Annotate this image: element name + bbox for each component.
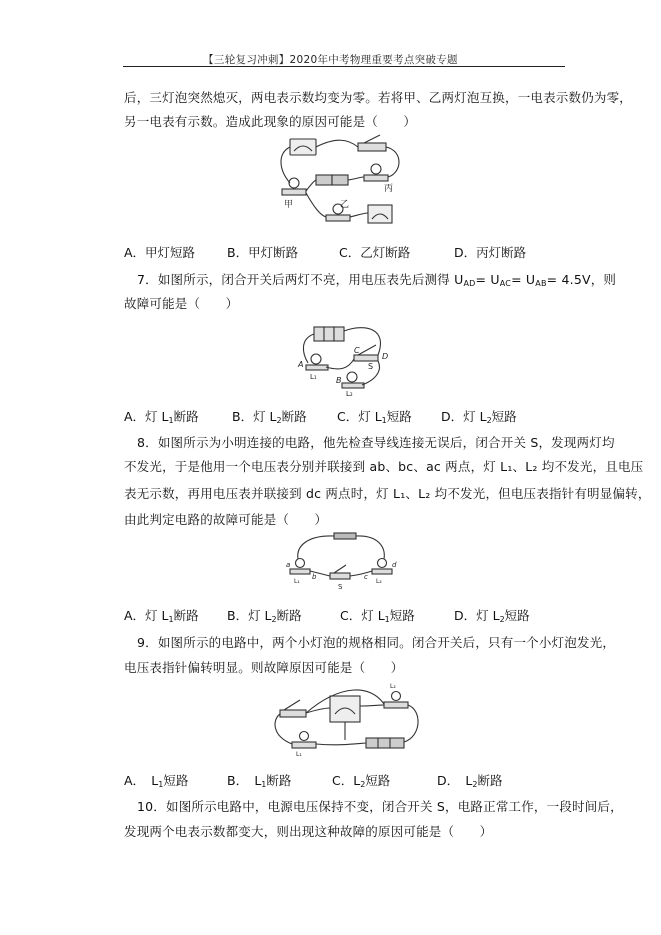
q7-option-d-sub: 2 xyxy=(486,416,492,425)
q10-text-line1: 10．如图所示电路中，电源电压保持不变，闭合开关 S，电路正常工作，一段时间后， xyxy=(137,799,623,814)
q9-circuit-figure xyxy=(270,680,426,756)
q7-option-d-post: 短路 xyxy=(491,409,517,424)
q9-option-a-post: 短路 xyxy=(163,773,189,788)
q8-label-a: a xyxy=(286,561,291,569)
q8-text-line4: 由此判定电路的故障可能是（ ） xyxy=(124,512,328,527)
q8-option-c-post: 短路 xyxy=(389,608,415,623)
q7-sub-ad: AD xyxy=(463,279,476,288)
q9-option-c-sub: 2 xyxy=(360,780,366,789)
q8-label-l2: L₂ xyxy=(376,578,382,585)
q6-option-c[interactable]: C．乙灯断路 xyxy=(339,245,411,260)
q7-option-c-post: 短路 xyxy=(386,409,412,424)
q8-option-d-post: 短路 xyxy=(504,608,530,623)
q8-option-c-pre: C．灯 L xyxy=(340,608,385,623)
q8-option-a-post: 断路 xyxy=(173,608,199,623)
q7-circuit-figure xyxy=(296,319,408,397)
q8-option-b-post: 断路 xyxy=(276,608,302,623)
q8-circuit-figure xyxy=(286,527,398,593)
q8-label-d: d xyxy=(392,561,397,569)
q7-eq2: = U xyxy=(511,272,536,287)
q9-option-a-pre: A． L xyxy=(124,773,159,788)
q7-option-c-pre: C．灯 L xyxy=(337,409,382,424)
q9-option-b-pre: B． L xyxy=(227,773,262,788)
q8-text-line3: 表无示数，再用电压表并联接到 dc 两点时，灯 L₁、L₂ 均不发光，但电压表指针有明显偏转， xyxy=(124,486,651,501)
q7-option-b-post: 断路 xyxy=(281,409,307,424)
q8-label-c: c xyxy=(364,573,368,581)
q9-text-line1: 9．如图所示的电路中，两个小灯泡的规格相同。闭合开关后，只有一个小灯泡发光， xyxy=(137,635,616,650)
q9-option-d-pre: D． L xyxy=(437,773,473,788)
q9-label-l1: L₁ xyxy=(296,751,302,756)
q8-option-d-sub: 2 xyxy=(499,615,505,624)
q6-text-line1: 后，三灯泡突然熄灭，两电表示数均变为零。若将甲、乙两灯泡互换，一电表示数仍为零， xyxy=(124,90,633,105)
q7-text-line1 xyxy=(137,270,616,288)
q8-option-d[interactable] xyxy=(454,606,530,624)
q7-option-b[interactable] xyxy=(232,407,307,425)
q7-label-s: S xyxy=(368,362,374,371)
q7-sub-ac: AC xyxy=(499,279,512,288)
q9-option-a[interactable] xyxy=(124,771,188,789)
q9-label-l2: L₂ xyxy=(390,683,396,690)
q7-option-a-sub: 1 xyxy=(168,416,174,425)
q7-eq1: = U xyxy=(475,272,500,287)
q8-option-b[interactable] xyxy=(227,606,302,624)
q9-text-line2: 电压表指针偏转明显。则故障原因可能是（ ） xyxy=(124,660,404,675)
q6-option-a[interactable]: A．甲灯短路 xyxy=(124,245,196,260)
q9-option-c-post: 短路 xyxy=(365,773,391,788)
q9-option-a-sub: 1 xyxy=(158,780,164,789)
q9-option-c-pre: C．L xyxy=(332,773,361,788)
q8-label-l1: L₁ xyxy=(294,578,300,585)
q6-option-b[interactable]: B．甲灯断路 xyxy=(227,245,299,260)
q8-option-b-pre: B．灯 L xyxy=(227,608,272,623)
q9-option-c[interactable] xyxy=(332,771,390,789)
q7-label-a: A xyxy=(298,360,304,369)
q7-option-b-pre: B．灯 L xyxy=(232,409,277,424)
q6-label-bing: 丙 xyxy=(384,184,394,194)
q8-option-b-sub: 2 xyxy=(271,615,277,624)
q8-label-s: S xyxy=(338,583,343,591)
q8-label-b: b xyxy=(312,573,317,581)
q8-option-c[interactable] xyxy=(340,606,415,624)
header-rule xyxy=(123,66,565,67)
q7-option-b-sub: 2 xyxy=(276,416,282,425)
q6-text-line2: 另一电表有示数。造成此现象的原因可能是（ ） xyxy=(124,114,417,129)
q9-option-b-post: 断路 xyxy=(266,773,292,788)
q7-label-b: B xyxy=(336,376,342,385)
q7-sub-ab: AB xyxy=(535,279,547,288)
q10-text-line2: 发现两个电表示数都变大，则出现这种故障的原因可能是（ ） xyxy=(124,824,493,839)
q7-label-l1: L₁ xyxy=(310,373,317,381)
page-header: 【三轮复习冲刺】2020年中考物理重要考点突破专题 xyxy=(203,54,458,66)
q8-option-d-pre: D．灯 L xyxy=(454,608,500,623)
q8-option-a-sub: 1 xyxy=(168,615,174,624)
q9-option-d-post: 断路 xyxy=(477,773,503,788)
q7-option-d-pre: D．灯 L xyxy=(441,409,487,424)
q6-label-yi: 乙 xyxy=(340,200,350,210)
q8-text-line2: 不发光，于是他用一个电压表分别并联接到 ab、bc、ac 两点，灯 L₁、L₂ 均不发光，且电压 xyxy=(124,459,644,474)
q7-option-a-post: 断路 xyxy=(173,409,199,424)
q7-option-c[interactable] xyxy=(337,407,412,425)
q7-option-a-pre: A．灯 L xyxy=(124,409,169,424)
q7-label-d: D xyxy=(382,352,389,361)
q6-label-jia: 甲 xyxy=(284,200,294,210)
q6-circuit-figure xyxy=(276,133,406,229)
q8-option-c-sub: 1 xyxy=(384,615,390,624)
q9-option-d-sub: 2 xyxy=(472,780,478,789)
q7-label-c: C xyxy=(354,346,360,355)
q7-option-a[interactable] xyxy=(124,407,199,425)
q6-option-d[interactable]: D．丙灯断路 xyxy=(454,245,527,260)
q7-text-line2: 故障可能是（ ） xyxy=(124,296,239,311)
q8-text-line1: 8．如图所示为小明连接的电路，他先检查导线连接无误后，闭合开关 S，发现两灯均 xyxy=(137,435,615,450)
q8-option-a[interactable] xyxy=(124,606,199,624)
q7-text-prefix: 7．如图所示，闭合开关后两灯不亮，用电压表先后测得 U xyxy=(137,272,464,287)
q7-text-suffix: = 4.5V，则 xyxy=(546,272,617,287)
q7-option-d[interactable] xyxy=(441,407,517,425)
q9-option-d[interactable] xyxy=(437,771,502,789)
q7-option-c-sub: 1 xyxy=(381,416,387,425)
q9-option-b[interactable] xyxy=(227,771,291,789)
q8-option-a-pre: A．灯 L xyxy=(124,608,169,623)
q7-label-l2: L₂ xyxy=(346,390,353,397)
q9-option-b-sub: 1 xyxy=(261,780,267,789)
